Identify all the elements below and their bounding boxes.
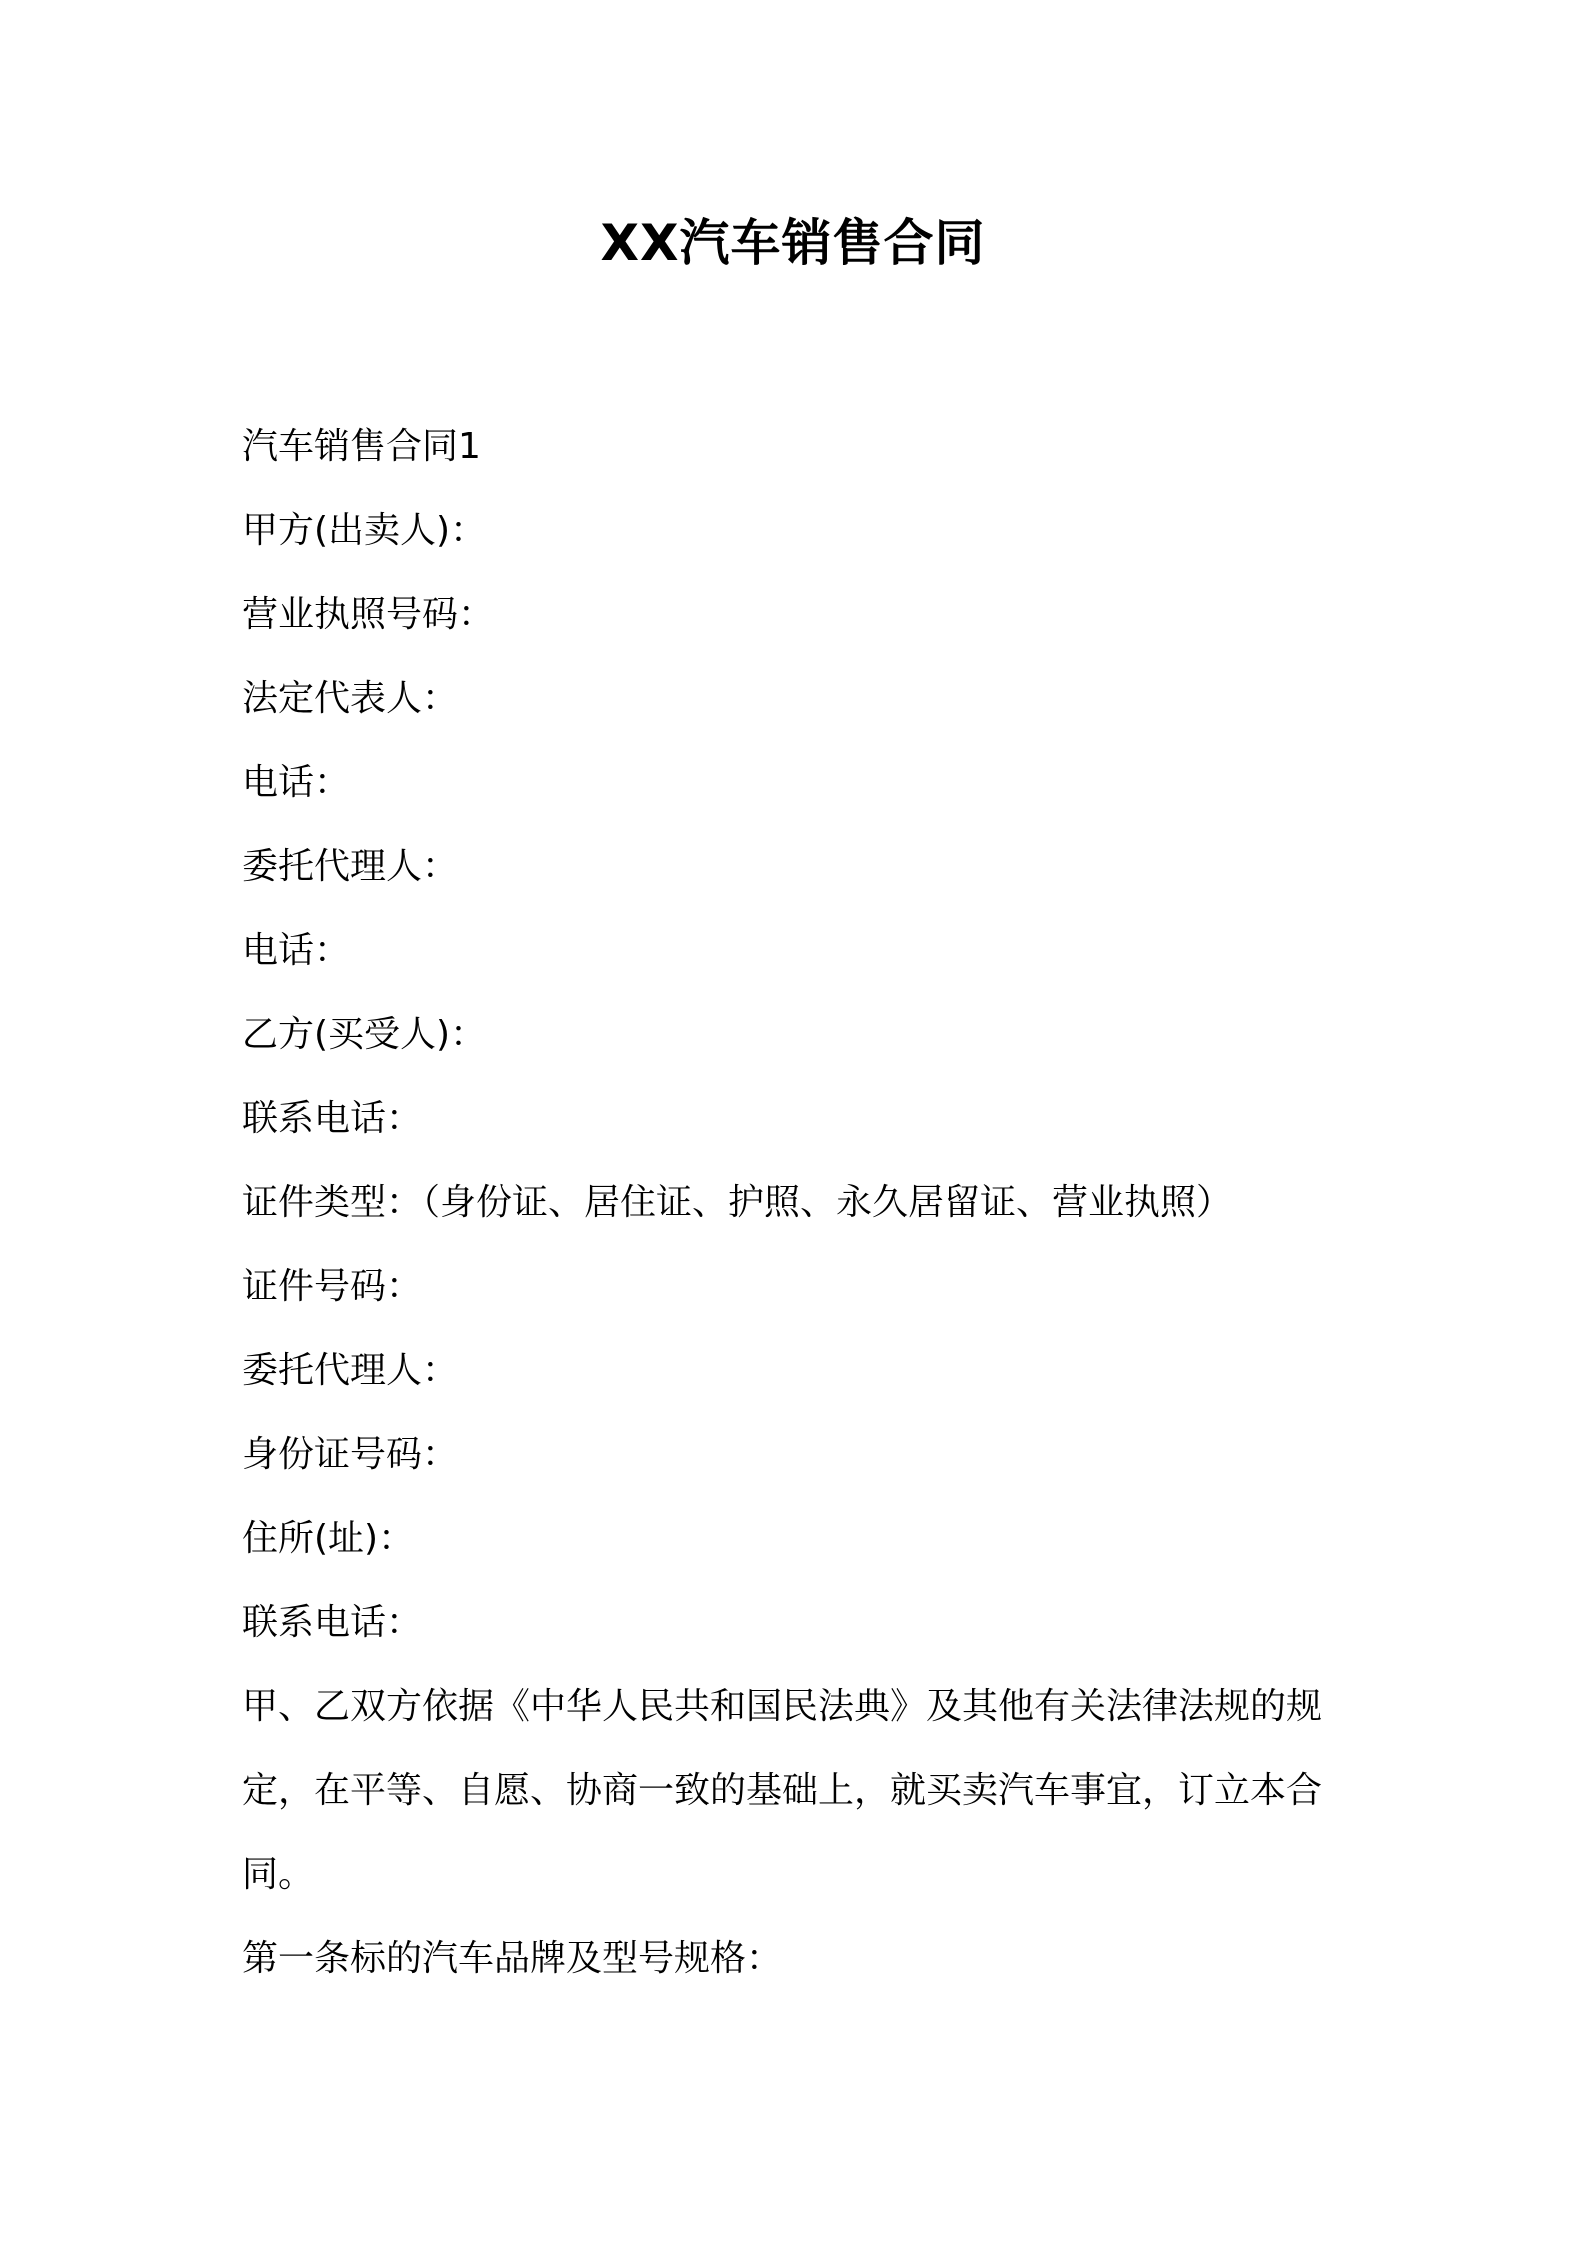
address-label: 住所(址)： [242, 1518, 415, 1559]
document-body [242, 405, 1352, 2001]
preamble-paragraph: 甲、乙双方依据《中华人民共和国民法典》及其他有关法律法规的规定，在平等、自愿、协商一致的基础上，就买卖汽车事宜，订立本合同。 [242, 1686, 1323, 1895]
party-b-agent-phone-label: 联系电话： [242, 1602, 423, 1643]
legal-representative-label: 法定代表人： [242, 678, 459, 719]
business-license-label: 营业执照号码： [242, 594, 495, 635]
party-b-agent-label: 委托代理人： [242, 1350, 459, 1391]
contract-heading: 汽车销售合同1 [242, 426, 481, 467]
party-b-agent-id-label: 身份证号码： [242, 1434, 459, 1475]
party-a-agent-label: 委托代理人： [242, 846, 459, 887]
party-b-phone-label: 联系电话： [242, 1098, 423, 1139]
party-b-label: 乙方(买受人)： [242, 1014, 487, 1055]
party-a-agent-phone-label: 电话： [242, 930, 351, 971]
article-1-heading: 第一条标的汽车品牌及型号规格： [242, 1938, 783, 1979]
id-type-label: 证件类型：（身份证、居住证、护照、永久居留证、营业执照） [242, 1182, 1233, 1223]
id-number-label: 证件号码： [242, 1266, 423, 1307]
party-a-label: 甲方(出卖人)： [242, 510, 487, 551]
document-title: XX汽车销售合同 [600, 214, 986, 272]
party-a-phone-label: 电话： [242, 762, 351, 803]
